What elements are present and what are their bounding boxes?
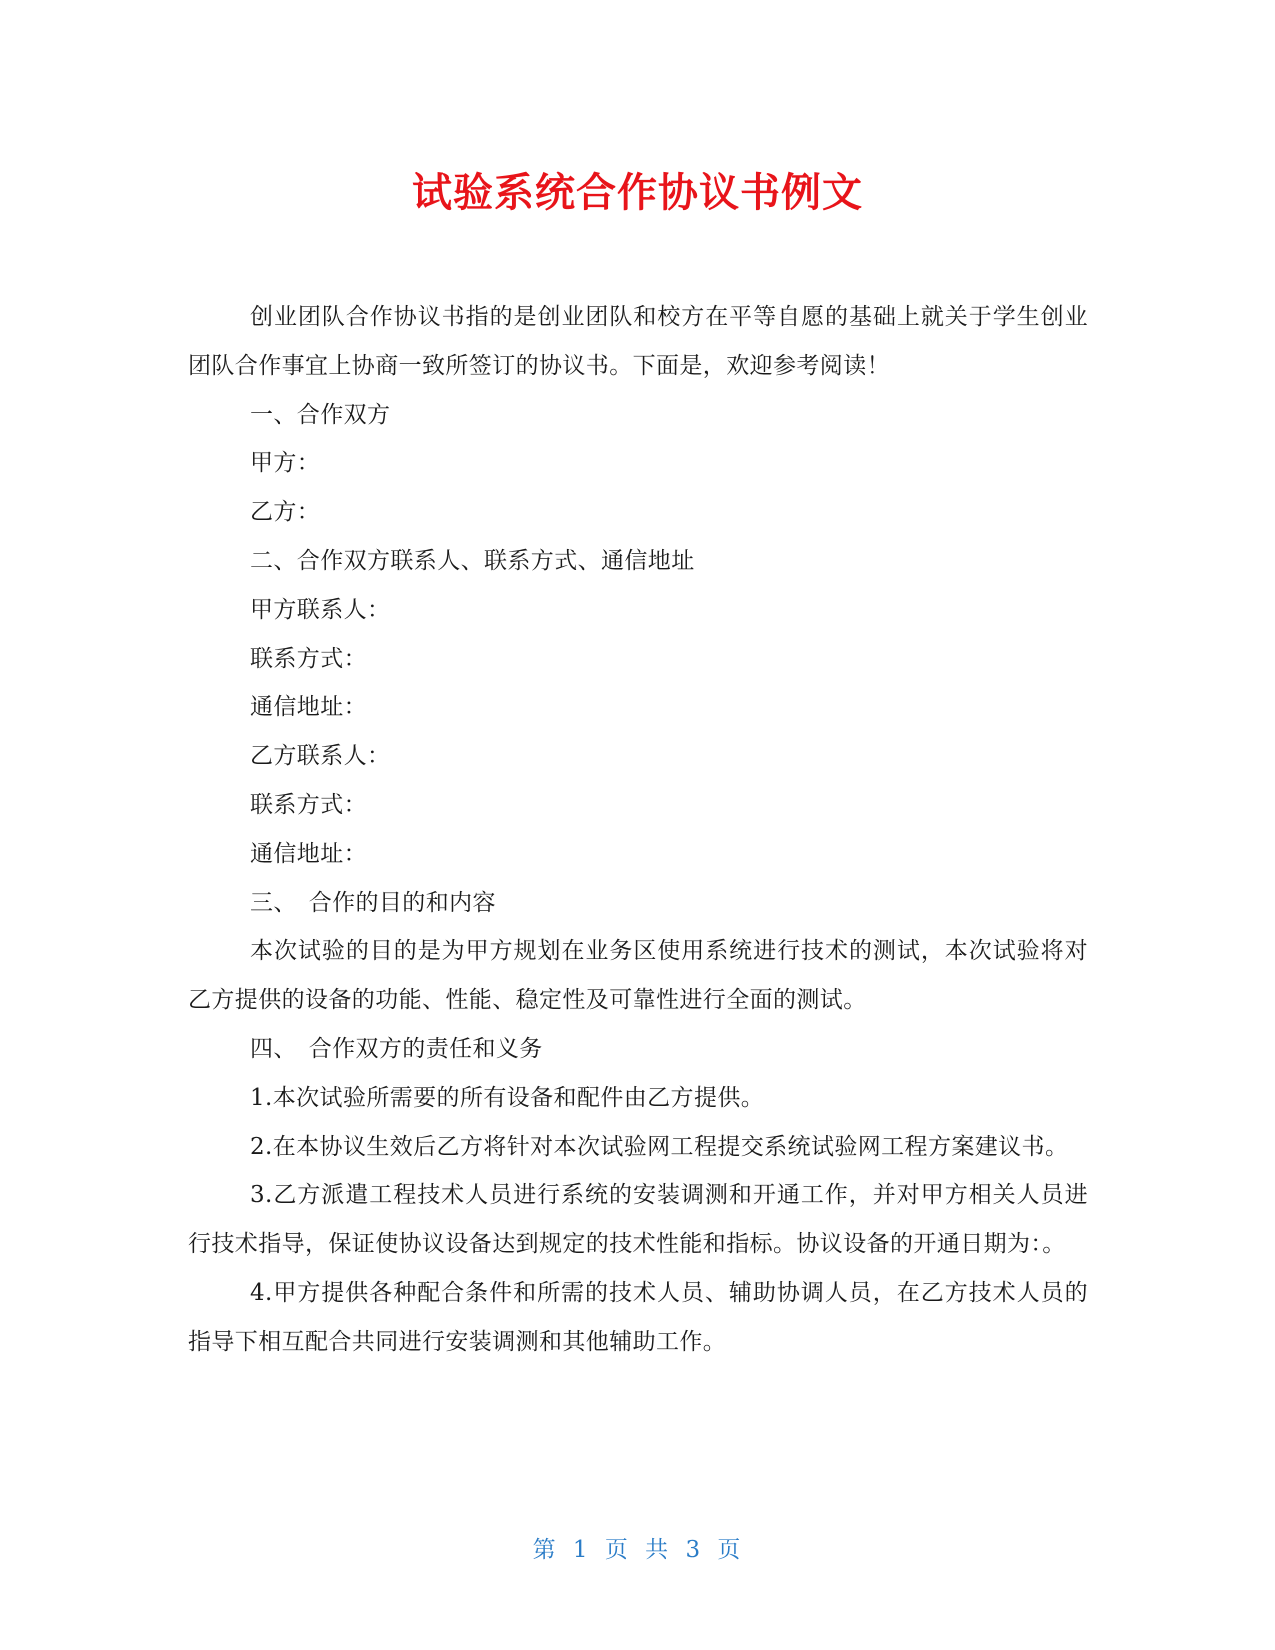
party-b-address: 通信地址： bbox=[250, 840, 367, 867]
responsibility-item-1: 1.本次试验所需要的所有设备和配件由乙方提供。 bbox=[250, 1084, 765, 1111]
page-number-footer: 第 1 页 共 3 页 bbox=[532, 1537, 743, 1563]
document-body bbox=[188, 293, 1088, 1367]
party-b-line: 乙方： bbox=[250, 499, 321, 526]
party-a-line: 甲方： bbox=[250, 450, 321, 477]
party-a-contact-method: 联系方式： bbox=[250, 645, 367, 672]
responsibility-item-3: 3.乙方派遣工程技术人员进行系统的安装调测和开通工作，并对甲方相关人员进行技术指导，保证使协议设备达到规定的技术性能和指标。协议设备的开通日期为：。 bbox=[188, 1182, 1088, 1258]
purpose-paragraph: 本次试验的目的是为甲方规划在业务区使用系统进行技术的测试，本次试验将对乙方提供的设备的功能、性能、稳定性及可靠性进行全面的测试。 bbox=[188, 938, 1088, 1014]
intro-paragraph: 创业团队合作协议书指的是创业团队和校方在平等自愿的基础上就关于学生创业团队合作事宜上协商一致所签订的协议书。下面是，欢迎参考阅读！ bbox=[188, 304, 1088, 379]
party-a-address: 通信地址： bbox=[250, 694, 367, 721]
section-heading-parties: 一、合作双方 bbox=[250, 401, 391, 428]
party-a-contact-person: 甲方联系人： bbox=[250, 596, 391, 623]
document-title: 试验系统合作协议书例文 bbox=[412, 170, 863, 216]
section-heading-contacts: 二、合作双方联系人、联系方式、通信地址 bbox=[250, 547, 695, 574]
party-b-contact-method: 联系方式： bbox=[250, 791, 367, 818]
section-heading-purpose: 三、 合作的目的和内容 bbox=[250, 889, 496, 916]
party-b-contact-person: 乙方联系人： bbox=[250, 743, 391, 770]
responsibility-item-2: 2.在本协议生效后乙方将针对本次试验网工程提交系统试验网工程方案建议书。 bbox=[250, 1133, 1069, 1160]
responsibility-item-4: 4.甲方提供各种配合条件和所需的技术人员、辅助协调人员，在乙方技术人员的指导下相互配合共同进行安装调测和其他辅助工作。 bbox=[188, 1279, 1088, 1355]
section-heading-responsibilities: 四、 合作双方的责任和义务 bbox=[250, 1035, 543, 1062]
